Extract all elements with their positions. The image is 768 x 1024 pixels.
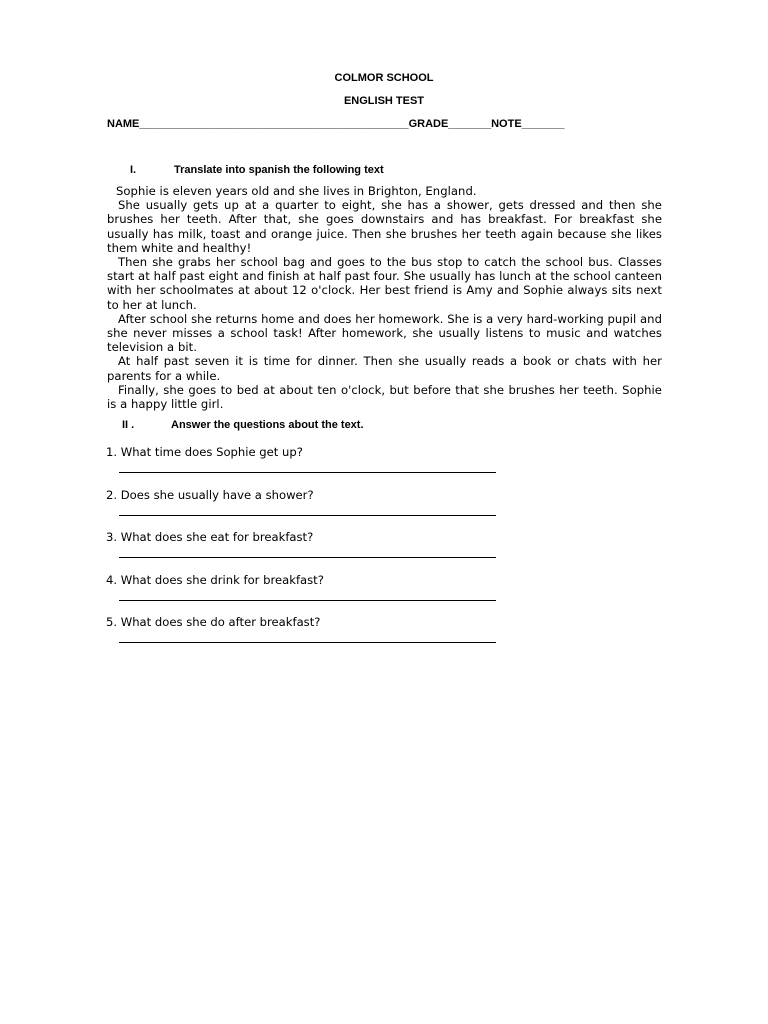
question-text: 4. What does she drink for breakfast? bbox=[106, 572, 324, 587]
question-item bbox=[106, 445, 496, 473]
section-2-heading bbox=[122, 419, 364, 431]
passage-paragraph: After school she returns home and does her homework. She is a very hard-working pupil and she never misses a school task! After homework, she usually listens to music and watches television a bit. bbox=[107, 311, 662, 355]
question-item bbox=[106, 615, 496, 643]
section-2-number: II . bbox=[122, 419, 135, 431]
passage-paragraph: She usually gets up at a quarter to eight, she has a shower, gets dressed and then she brushes her teeth. After that, she goes downstairs and has breakfast. For breakfast she usually has milk, toast and orange juice. Then she brushes her teeth again because she likes them white and healthy! bbox=[107, 198, 662, 255]
answer-line[interactable] bbox=[119, 502, 496, 516]
student-fields-line: NAME____________________________________________GRADE_______NOTE_______ bbox=[107, 118, 565, 130]
test-title: ENGLISH TEST bbox=[343, 95, 425, 107]
answer-line[interactable] bbox=[119, 544, 496, 558]
question-text: 1. What time does Sophie get up? bbox=[106, 445, 303, 459]
question-text: 5. What does she do after breakfast? bbox=[106, 615, 321, 629]
question-item bbox=[106, 530, 496, 558]
school-name: COLMOR SCHOOL bbox=[334, 72, 434, 84]
passage-paragraph: Finally, she goes to bed at about ten o'clock, but before that she brushes her teeth. Sophie is a happy little girl. bbox=[107, 382, 662, 412]
reading-passage bbox=[107, 184, 662, 411]
question-text: 2. Does she usually have a shower? bbox=[106, 487, 314, 502]
section-1-title: Translate into spanish the following text bbox=[174, 164, 384, 176]
answer-line[interactable] bbox=[119, 459, 496, 473]
section-2-title: Answer the questions about the text. bbox=[171, 419, 364, 431]
passage-paragraph: Sophie is eleven years old and she lives in Brighton, England. bbox=[116, 184, 477, 198]
section-1-heading bbox=[130, 164, 384, 176]
answer-line[interactable] bbox=[119, 629, 496, 643]
answer-line[interactable] bbox=[119, 587, 496, 601]
question-item bbox=[106, 488, 496, 516]
section-1-number: I. bbox=[130, 164, 137, 176]
question-text: 3. What does she eat for breakfast? bbox=[106, 530, 314, 544]
question-list bbox=[106, 445, 496, 658]
passage-paragraph: Then she grabs her school bag and goes to the bus stop to catch the school bus. Classes start at half past eight and finish at half past four. She usually has lunch at the school canteen with her schoolmates at about 12 o'clock. Her best friend is Amy and Sophie always sits next to her at lunch. bbox=[107, 255, 662, 312]
question-item bbox=[106, 573, 496, 601]
passage-paragraph: At half past seven it is time for dinner. Then she usually reads a book or chats with her parents for a while. bbox=[107, 354, 662, 383]
